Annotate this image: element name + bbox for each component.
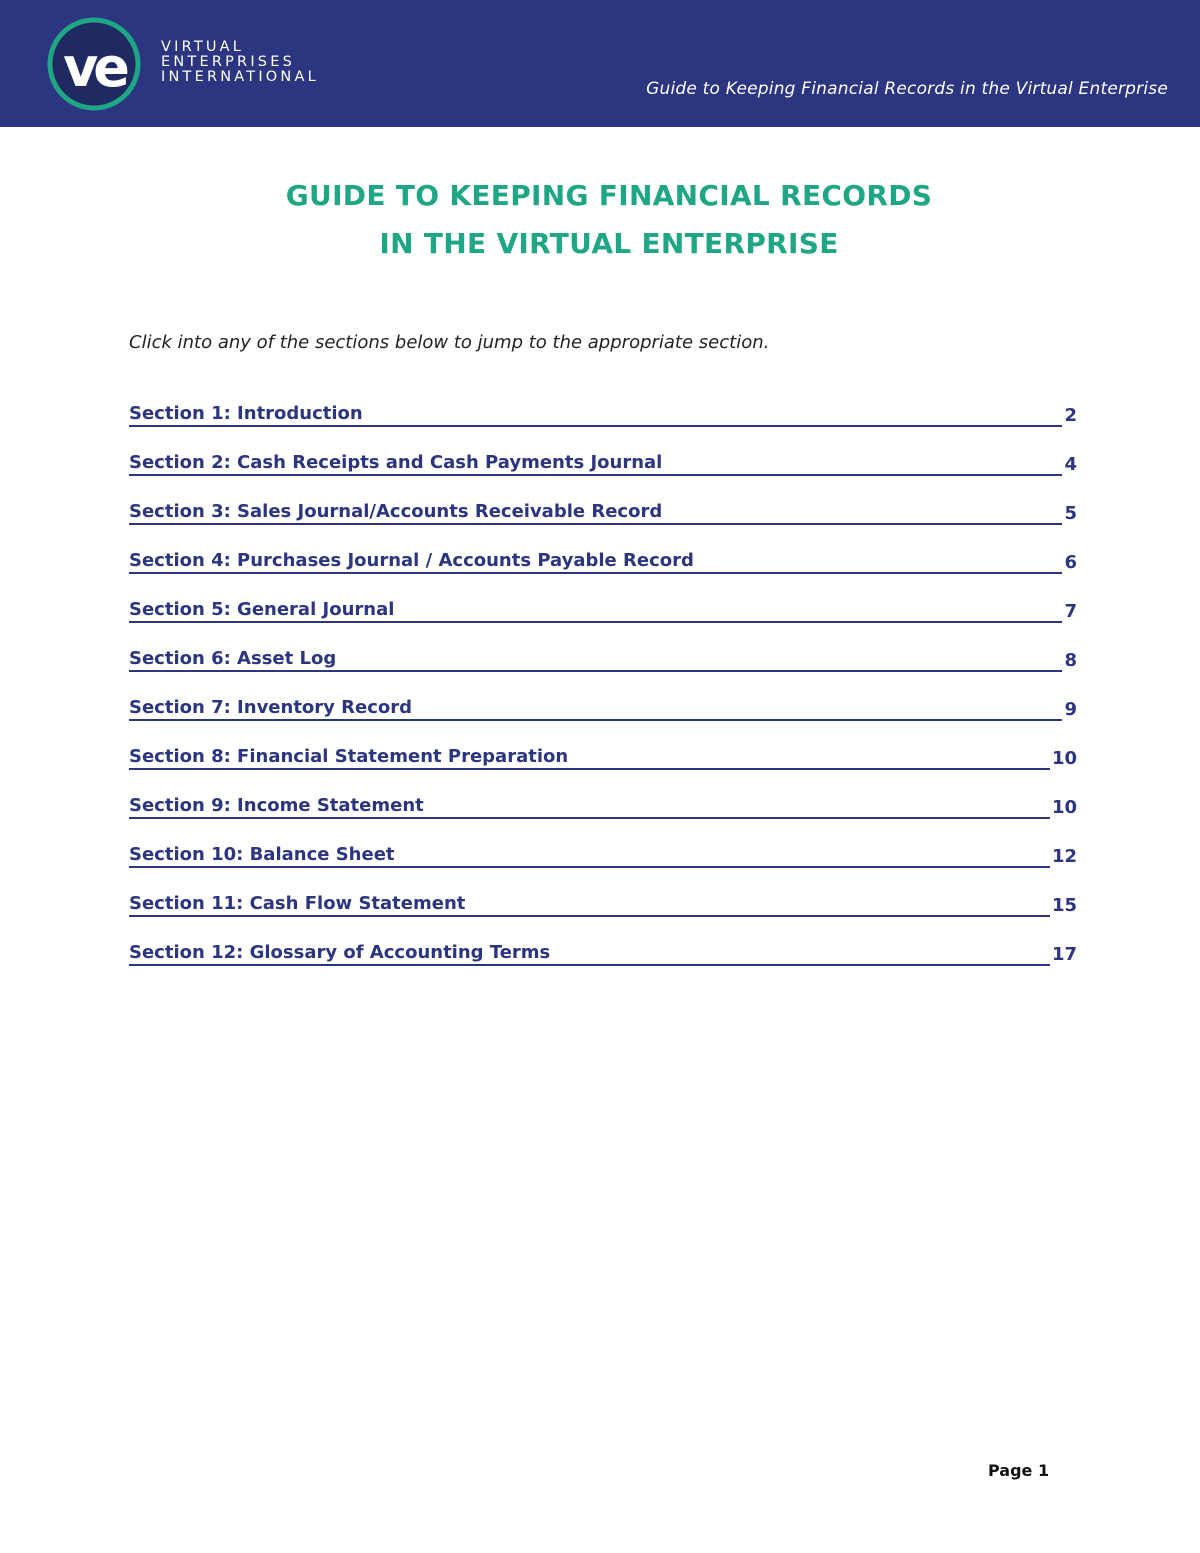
toc-row-9	[129, 793, 1077, 842]
toc-row-11	[129, 891, 1077, 940]
title-line-2: IN THE VIRTUAL ENTERPRISE	[379, 227, 839, 260]
header-guide-title: Guide to Keeping Financial Records in the Virtual Enterprise	[646, 79, 1168, 99]
toc-page-number: 17	[1051, 944, 1077, 965]
toc-row-3	[129, 499, 1077, 548]
toc-link-glossary[interactable]	[129, 940, 1077, 966]
toc-label: Section 10: Balance Sheet	[129, 844, 395, 868]
toc-row-5	[129, 597, 1077, 646]
toc-label: Section 3: Sales Journal/Accounts Receivable Record	[129, 501, 662, 525]
toc-leader-line	[694, 572, 1063, 574]
document-title	[0, 172, 1200, 268]
toc-page-number: 5	[1064, 503, 1077, 524]
toc-link-purchases-journal[interactable]	[129, 548, 1077, 574]
toc-page-number: 7	[1064, 601, 1077, 622]
toc-label: Section 1: Introduction	[129, 403, 363, 427]
ve-logo-graphic	[46, 12, 142, 116]
toc-leader-line	[550, 964, 1050, 966]
toc-page-number: 10	[1051, 797, 1077, 818]
toc-label: Section 7: Inventory Record	[129, 697, 412, 721]
toc-label: Section 11: Cash Flow Statement	[129, 893, 465, 917]
toc-link-cash-flow-statement[interactable]	[129, 891, 1077, 917]
page-number-label: Page 1	[988, 1461, 1050, 1480]
toc-leader-line	[568, 768, 1050, 770]
ve-logo	[46, 12, 142, 116]
title-line-1: GUIDE TO KEEPING FINANCIAL RECORDS	[285, 179, 933, 212]
toc-label: Section 8: Financial Statement Preparation	[129, 746, 568, 770]
brand-line-1: VIRTUAL	[161, 39, 245, 55]
toc-page-number: 9	[1064, 699, 1077, 720]
toc-label: Section 12: Glossary of Accounting Terms	[129, 942, 550, 966]
toc-leader-line	[395, 866, 1050, 868]
toc-page-number: 4	[1064, 454, 1077, 475]
toc-row-12	[129, 940, 1077, 989]
toc-link-cash-journal[interactable]	[129, 450, 1077, 476]
toc-leader-line	[662, 474, 1062, 476]
toc-row-10	[129, 842, 1077, 891]
toc-leader-line	[424, 817, 1050, 819]
toc-link-asset-log[interactable]	[129, 646, 1077, 672]
toc-leader-line	[336, 670, 1062, 672]
toc-row-6	[129, 646, 1077, 695]
toc-label: Section 4: Purchases Journal / Accounts Payable Record	[129, 550, 694, 574]
toc-link-balance-sheet[interactable]	[129, 842, 1077, 868]
toc-row-4	[129, 548, 1077, 597]
toc-leader-line	[394, 621, 1062, 623]
toc-row-1	[129, 401, 1077, 450]
toc-link-financial-statement-preparation[interactable]	[129, 744, 1077, 770]
toc-page-number: 10	[1051, 748, 1077, 769]
table-of-contents	[129, 401, 1077, 989]
toc-link-sales-journal[interactable]	[129, 499, 1077, 525]
toc-page-number: 6	[1064, 552, 1077, 573]
toc-link-introduction[interactable]	[129, 401, 1077, 427]
brand-line-3: INTERNATIONAL	[161, 69, 319, 85]
toc-label: Section 6: Asset Log	[129, 648, 336, 672]
toc-page-number: 12	[1051, 846, 1077, 867]
toc-row-2	[129, 450, 1077, 499]
toc-page-number: 15	[1051, 895, 1077, 916]
toc-page-number: 2	[1064, 405, 1077, 426]
toc-link-inventory-record[interactable]	[129, 695, 1077, 721]
brand-line-2: ENTERPRISES	[161, 54, 295, 70]
toc-row-8	[129, 744, 1077, 793]
toc-row-7	[129, 695, 1077, 744]
toc-link-income-statement[interactable]	[129, 793, 1077, 819]
page-header	[0, 0, 1200, 127]
toc-leader-line	[412, 719, 1062, 721]
toc-page-number: 8	[1064, 650, 1077, 671]
toc-leader-line	[465, 915, 1050, 917]
brand-name	[161, 40, 319, 85]
toc-label: Section 5: General Journal	[129, 599, 394, 623]
instruction-text: Click into any of the sections below to jump to the appropriate section.	[129, 332, 770, 353]
toc-label: Section 2: Cash Receipts and Cash Payments Journal	[129, 452, 662, 476]
toc-leader-line	[662, 523, 1062, 525]
toc-label: Section 9: Income Statement	[129, 795, 424, 819]
toc-leader-line	[363, 425, 1063, 427]
toc-link-general-journal[interactable]	[129, 597, 1077, 623]
logo-text: ve	[63, 36, 125, 99]
